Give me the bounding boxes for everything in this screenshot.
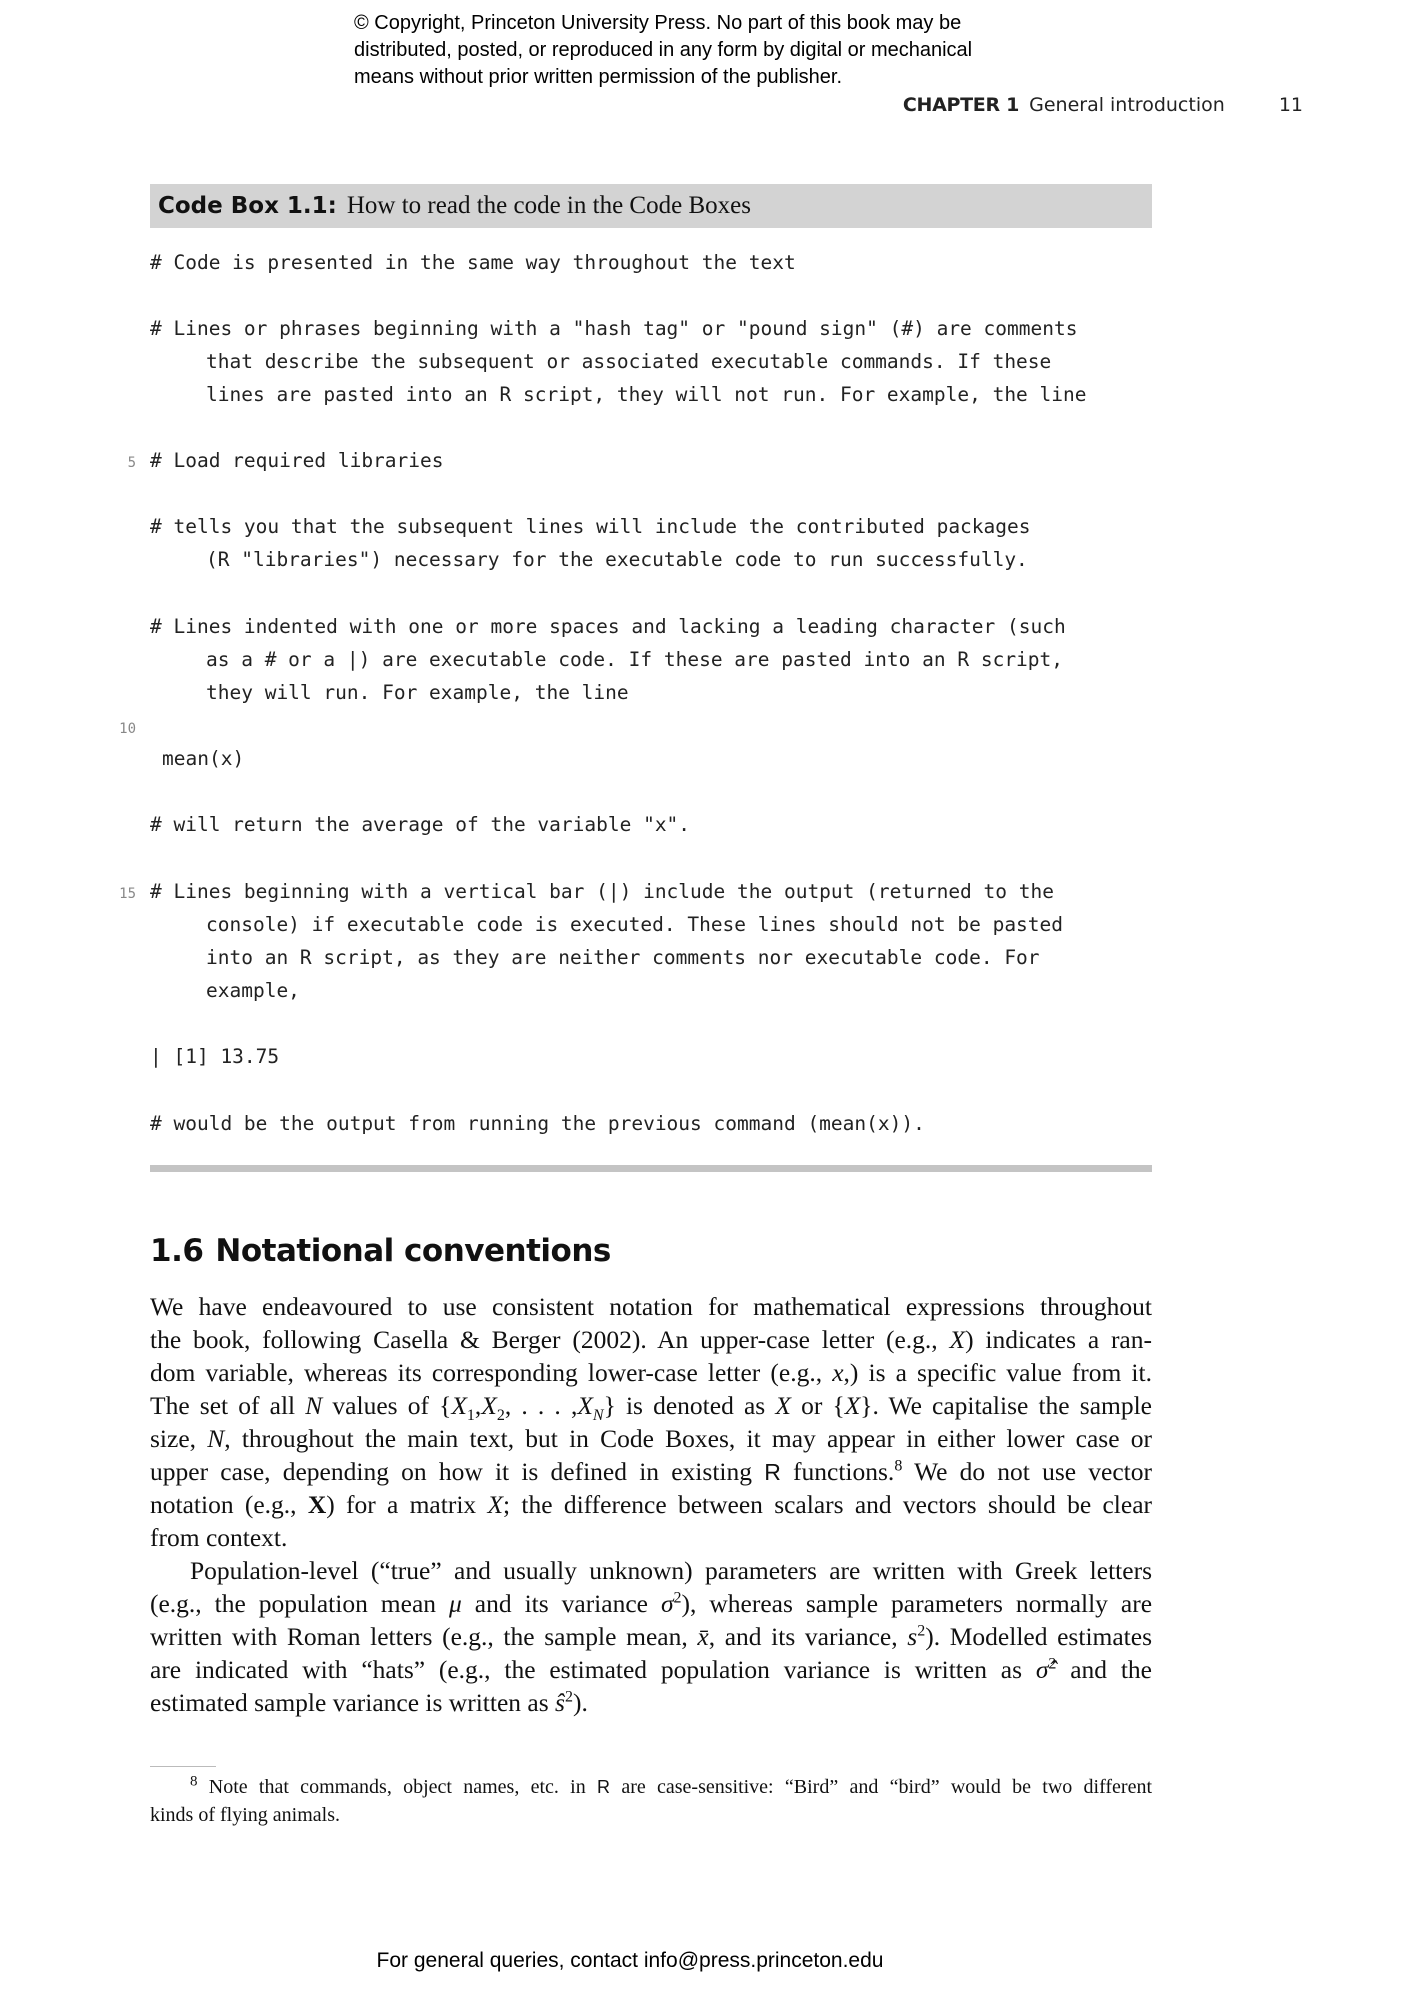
paragraph-line: (e.g., the population mean μ and its variance $\sigma^2$), whereas sample parameters normally are: [150, 1589, 1153, 1618]
line-number: 5: [127, 455, 136, 471]
paragraph-line: from context.: [150, 1523, 288, 1552]
code-comment-line: example,: [206, 979, 300, 1002]
copyright-line: © Copyright, Princeton University Press. No part of this book may be: [354, 12, 962, 34]
paragraph-line: upper case, depending on how it is defined in existing R functions.$^8$ We do not use vector: [150, 1457, 1153, 1486]
footnote-marker: 8: [190, 1773, 198, 1790]
code-comment-line: # Load required libraries: [150, 449, 444, 472]
code-comment-line: console) if executable code is executed. These lines should not be pasted: [206, 913, 1064, 936]
line-number: 10: [119, 721, 136, 737]
code-comment-line: lines are pasted into an R script, they will not run. For example, the line: [206, 383, 1087, 406]
code-comment-line: # Code is presented in the same way throughout the text: [150, 251, 796, 274]
code-box-bottom-rule: [150, 1165, 1152, 1172]
section-title: Notational conventions: [215, 1233, 611, 1269]
paragraph-line: Population-level (“true” and usually unknown) parameters are written with Greek letters: [190, 1556, 1152, 1585]
code-comment-line: that describe the subsequent or associated executable commands. If these: [206, 350, 1052, 373]
code-output-line: | [1] 13.75: [150, 1045, 280, 1068]
code-box-label: Code Box 1.1:: [158, 193, 337, 219]
paragraph-line: dom variable, whereas its corresponding lower-case letter (e.g., x,) is a specific value from it.: [150, 1358, 1152, 1387]
code-comment-line: into an R script, as they are neither comments nor executable code. For: [206, 946, 1040, 969]
section-heading: [150, 1233, 611, 1269]
paragraph-line: are indicated with “hats” (e.g., the estimated population variance is written as σ̂$^2$ and the: [150, 1655, 1153, 1684]
copyright-notice: [354, 10, 1074, 91]
running-head: [0, 94, 1303, 116]
line-number: 15: [119, 886, 136, 902]
code-comment-line: # Lines indented with one or more spaces and lacking a leading character (such: [150, 615, 1066, 638]
paragraph-line: The set of all N values of {$X_1,X_2$, . . . $,X_N$} is denoted as X or {X}. We capitalise the sample: [150, 1391, 1152, 1425]
contact-footer: For general queries, contact info@press.princeton.edu: [376, 1949, 884, 1972]
footnote-text: kinds of flying animals.: [150, 1804, 340, 1826]
chapter-label: CHAPTER 1: [902, 94, 1020, 116]
code-comment-line: as a # or a |) are executable code. If these are pasted into an R script,: [206, 648, 1064, 671]
code-comment-line: # would be the output from running the previous command (mean(x)).: [150, 1112, 925, 1135]
code-box-title: How to read the code in the Code Boxes: [346, 192, 751, 219]
chapter-title: General introduction: [1029, 94, 1225, 116]
page-number: 11: [1278, 94, 1303, 116]
paragraph-line: notation (e.g., X) for a matrix X; the difference between scalars and vectors should be clear: [150, 1490, 1152, 1519]
code-comment-line: # will return the average of the variable "x".: [150, 813, 691, 836]
paragraph-line: written with Roman letters (e.g., the sample mean, x̄, and its variance, $s^2$). Modelled estimates: [150, 1622, 1153, 1651]
code-box-header: [150, 184, 1152, 228]
code-comment-line: # Lines or phrases beginning with a "hash tag" or "pound sign" (#) are comments: [150, 317, 1078, 340]
code-comment-line: (R "libraries") necessary for the executable code to run successfully.: [206, 548, 1028, 571]
code-comment-line: # Lines beginning with a vertical bar (|) include the output (returned to the: [150, 880, 1054, 903]
paragraph-line: the book, following Casella & Berger (2002). An upper-case letter (e.g., X) indicates a ran-: [150, 1325, 1152, 1354]
code-comment-line: # tells you that the subsequent lines will include the contributed packages: [150, 515, 1031, 538]
copyright-line: distributed, posted, or reproduced in any form by digital or mechanical: [354, 39, 973, 61]
paragraph-line: size, N, throughout the main text, but in Code Boxes, it may appear in either lower case or: [150, 1424, 1152, 1453]
footnote-rule: [150, 1766, 216, 1767]
paragraph-line: We have endeavoured to use consistent notation for mathematical expressions throughout: [150, 1292, 1152, 1321]
footnote-text: $^8$ Note that commands, object names, etc. in R are case-sensitive: “Bird” and “bird” would be two different: [190, 1773, 1153, 1798]
paragraph-line: estimated sample variance is written as $ŝ^2$).: [150, 1688, 588, 1717]
code-comment-line: they will run. For example, the line: [206, 681, 629, 704]
copyright-line: means without prior written permission of the publisher.: [354, 66, 843, 88]
footnote-reference: 8: [894, 1457, 903, 1475]
section-number: 1.6: [150, 1233, 204, 1269]
code-executable-line: mean(x): [162, 747, 245, 770]
